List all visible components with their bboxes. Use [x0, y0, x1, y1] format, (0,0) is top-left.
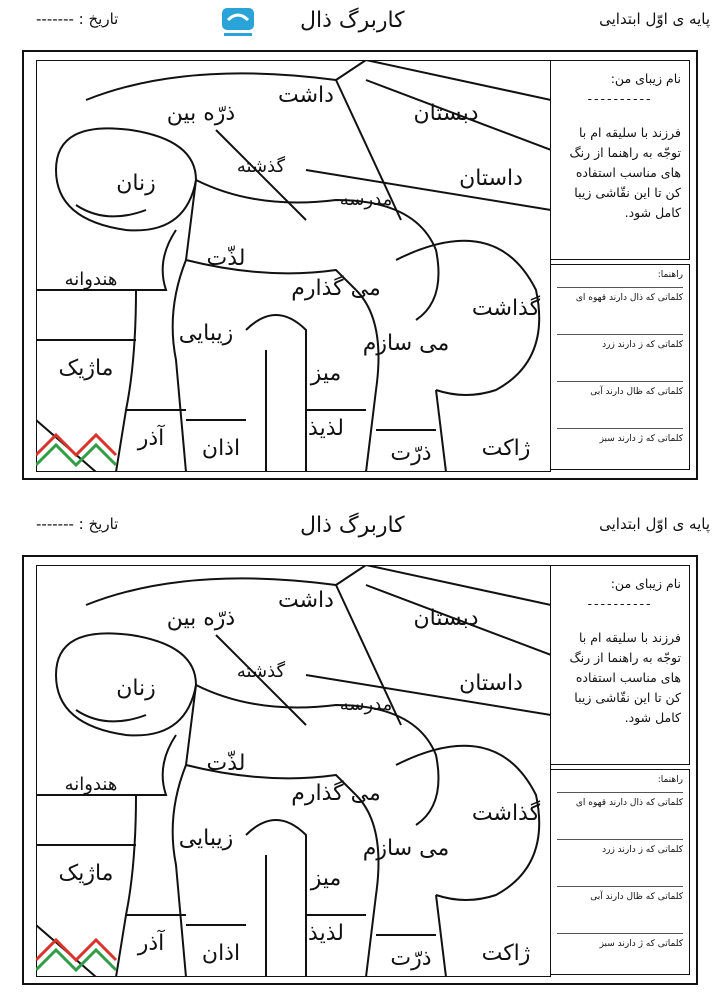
name-line: ----------: [587, 91, 653, 106]
word-dastan: داستان: [459, 671, 523, 696]
horse-drawing: [36, 565, 551, 977]
word-zorrat: ذرّت: [390, 441, 432, 466]
guide-hint: کلماتی که ز دارند زرد: [557, 839, 683, 874]
word-hendevane: هندوانه: [64, 269, 118, 290]
guide-hint: کلماتی که ژ دارند سبز: [557, 933, 683, 968]
word-migozaram: می گذارم: [291, 781, 381, 806]
name-line: ----------: [587, 596, 653, 611]
word-gozasht: گذاشت: [471, 801, 541, 826]
word-gozashte: گذشته: [236, 156, 286, 177]
word-dabestan: دبستان: [413, 101, 479, 126]
horse-drawing: [36, 60, 551, 472]
grade-label: پایه ی اوّل ابتدایی: [599, 10, 710, 28]
worksheet-frame: [22, 555, 698, 985]
word-mazhik: ماژیک: [58, 861, 114, 886]
guide-box: [550, 769, 690, 975]
coloring-picture: [36, 60, 551, 472]
guide-hint: کلماتی که ذال دارند قهوه ای: [557, 287, 683, 322]
word-hendevane: هندوانه: [64, 774, 118, 795]
word-migozaram: می گذارم: [291, 276, 381, 301]
word-azar: آذر: [137, 931, 165, 956]
word-zorrat: ذرّت: [390, 946, 432, 971]
word-laziz: لذیذ: [308, 416, 344, 441]
word-lezzat: لذّت: [206, 751, 246, 776]
coloring-picture: [36, 565, 551, 977]
word-azan: اذان: [201, 436, 241, 461]
word-dastan: داستان: [459, 166, 523, 191]
worksheet-frame: [22, 50, 698, 480]
publisher-logo-icon: [216, 2, 260, 42]
page-title: کاربرگ ذال: [300, 8, 405, 33]
guide-title: راهنما:: [657, 270, 683, 280]
word-zanan: زنان: [116, 171, 156, 196]
word-mazhik: ماژیک: [58, 356, 114, 381]
word-zibayi: زیبایی: [178, 826, 234, 851]
word-zarrebin: ذرّه بین: [166, 101, 236, 126]
word-laziz: لذیذ: [308, 921, 344, 946]
name-instructions-box: [550, 565, 690, 765]
instructions-text: فرزند با سلیقه ام با توجّه به راهنما از رنگ های مناسب استفاده کن تا این نقّاشی زیبا کامل شود.: [569, 630, 681, 725]
word-zhakat: ژاکت: [481, 436, 531, 461]
header: [0, 0, 720, 48]
guide-hint: کلماتی که ژ دارند سبز: [557, 428, 683, 463]
word-miz: میز: [310, 361, 342, 386]
word-dasht: داشت: [278, 83, 334, 108]
word-miz: میز: [310, 866, 342, 891]
worksheet-top: [0, 0, 720, 490]
word-zarrebin: ذرّه بین: [166, 606, 236, 631]
instructions-text: فرزند با سلیقه ام با توجّه به راهنما از رنگ های مناسب استفاده کن تا این نقّاشی زیبا کامل شود.: [569, 125, 681, 220]
word-zhakat: ژاکت: [481, 941, 531, 966]
sidebar: [550, 565, 690, 977]
word-misazam: می سازم: [362, 331, 450, 356]
word-dasht: داشت: [278, 588, 334, 613]
date-label: تاریخ : -------: [36, 10, 119, 28]
page-title: کاربرگ ذال: [300, 513, 405, 538]
sidebar: [550, 60, 690, 472]
guide-hint: کلماتی که ظال دارند آبی: [557, 886, 683, 921]
word-gozashte: گذشته: [236, 661, 286, 682]
word-madrese: مدرسه: [339, 694, 393, 715]
word-azan: اذان: [201, 941, 241, 966]
name-label: نام زیبای من:: [610, 576, 681, 591]
grade-label: پایه ی اوّل ابتدایی: [599, 515, 710, 533]
worksheet-bottom: [0, 505, 720, 995]
header: [0, 505, 720, 553]
guide-box: [550, 264, 690, 470]
date-label: تاریخ : -------: [36, 515, 119, 533]
word-zanan: زنان: [116, 676, 156, 701]
name-label: نام زیبای من:: [610, 71, 681, 86]
word-zibayi: زیبایی: [178, 321, 234, 346]
word-gozasht: گذاشت: [471, 296, 541, 321]
name-instructions-box: [550, 60, 690, 260]
word-dabestan: دبستان: [413, 606, 479, 631]
word-madrese: مدرسه: [339, 189, 393, 210]
word-azar: آذر: [137, 426, 165, 451]
guide-hint: کلماتی که ز دارند زرد: [557, 334, 683, 369]
guide-title: راهنما:: [657, 775, 683, 785]
guide-hint: کلماتی که ذال دارند قهوه ای: [557, 792, 683, 827]
word-misazam: می سازم: [362, 836, 450, 861]
guide-hint: کلماتی که ظال دارند آبی: [557, 381, 683, 416]
word-lezzat: لذّت: [206, 246, 246, 271]
